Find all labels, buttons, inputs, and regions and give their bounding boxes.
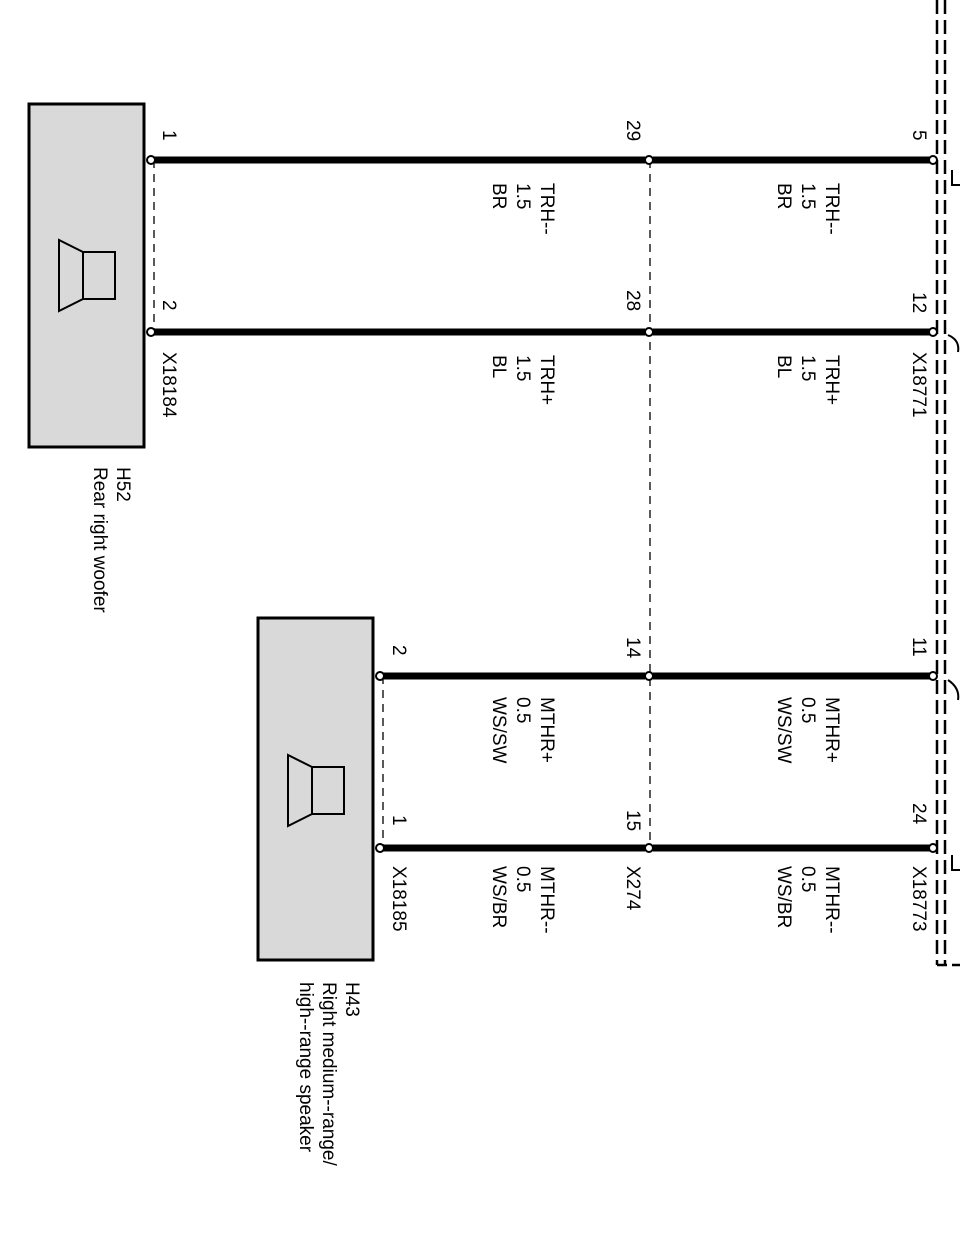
svg-text:TRH+: TRH+ — [821, 355, 842, 406]
connector-label: X18184 — [158, 352, 179, 418]
pin-label: 2 — [158, 300, 179, 311]
svg-text:BL: BL — [773, 355, 794, 379]
connector-label: X18773 — [908, 866, 929, 932]
svg-text:1.5: 1.5 — [797, 355, 818, 382]
wire-label-trh-minus-2 — [773, 183, 842, 235]
svg-text:WS/SW: WS/SW — [773, 697, 794, 764]
svg-text:WS/BR: WS/BR — [488, 866, 509, 929]
connector-label: X18185 — [388, 866, 409, 932]
svg-text:1.5: 1.5 — [512, 183, 533, 210]
wire-label-trh-plus-1 — [488, 355, 557, 405]
svg-text:0.5: 0.5 — [512, 866, 533, 893]
component-id: H43 — [341, 982, 362, 1017]
wire-label-trh-minus-1 — [488, 183, 557, 235]
svg-text:WS/BR: WS/BR — [773, 866, 794, 929]
pin-label: 2 — [388, 645, 409, 656]
component-name: Rear right woofer — [89, 467, 110, 613]
pin-label: 1 — [158, 130, 179, 141]
pin-label: 5 — [908, 130, 929, 141]
svg-text:TRH--: TRH-- — [536, 183, 557, 235]
svg-text:TRH+: TRH+ — [536, 355, 557, 406]
svg-text:TRH--: TRH-- — [821, 183, 842, 235]
svg-text:MTHR+: MTHR+ — [821, 697, 842, 763]
svg-text:MTHR--: MTHR-- — [821, 866, 842, 934]
pin-label: 29 — [622, 120, 643, 142]
svg-text:WS/SW: WS/SW — [488, 697, 509, 764]
wire-label-mthr-plus-2 — [773, 697, 842, 764]
woofer-box — [29, 104, 144, 447]
component-name: Right medium--range/ — [318, 982, 339, 1166]
pin-label: 14 — [622, 637, 643, 659]
connector-label: X18771 — [908, 352, 929, 418]
pin-label: 15 — [622, 810, 643, 832]
svg-text:MTHR+: MTHR+ — [536, 697, 557, 763]
svg-text:0.5: 0.5 — [797, 866, 818, 893]
svg-text:0.5: 0.5 — [797, 697, 818, 724]
wire-label-trh-plus-2 — [773, 355, 842, 405]
component-id: H52 — [112, 467, 133, 502]
svg-text:1.5: 1.5 — [797, 183, 818, 210]
woofer-caption — [89, 467, 133, 613]
svg-text:BL: BL — [488, 355, 509, 379]
connector-label: X274 — [622, 866, 643, 911]
svg-text:0.5: 0.5 — [512, 697, 533, 724]
svg-text:BR: BR — [488, 183, 509, 210]
wire-label-mthr-minus-1 — [488, 866, 557, 934]
pin-label: 24 — [908, 803, 929, 825]
pin-label: 12 — [908, 292, 929, 314]
module-border — [937, 0, 960, 965]
pin-label: 1 — [388, 815, 409, 826]
pin-label: 28 — [622, 290, 643, 312]
wire-label-mthr-minus-2 — [773, 866, 842, 934]
wire-label-mthr-plus-1 — [488, 697, 557, 764]
mid-high-speaker-caption — [295, 982, 362, 1166]
pin-label: 11 — [908, 637, 929, 657]
mid-high-speaker-box — [258, 618, 373, 960]
svg-text:1.5: 1.5 — [512, 355, 533, 382]
component-name: high--range speaker — [295, 982, 316, 1153]
svg-text:BR: BR — [773, 183, 794, 210]
svg-text:MTHR--: MTHR-- — [536, 866, 557, 934]
